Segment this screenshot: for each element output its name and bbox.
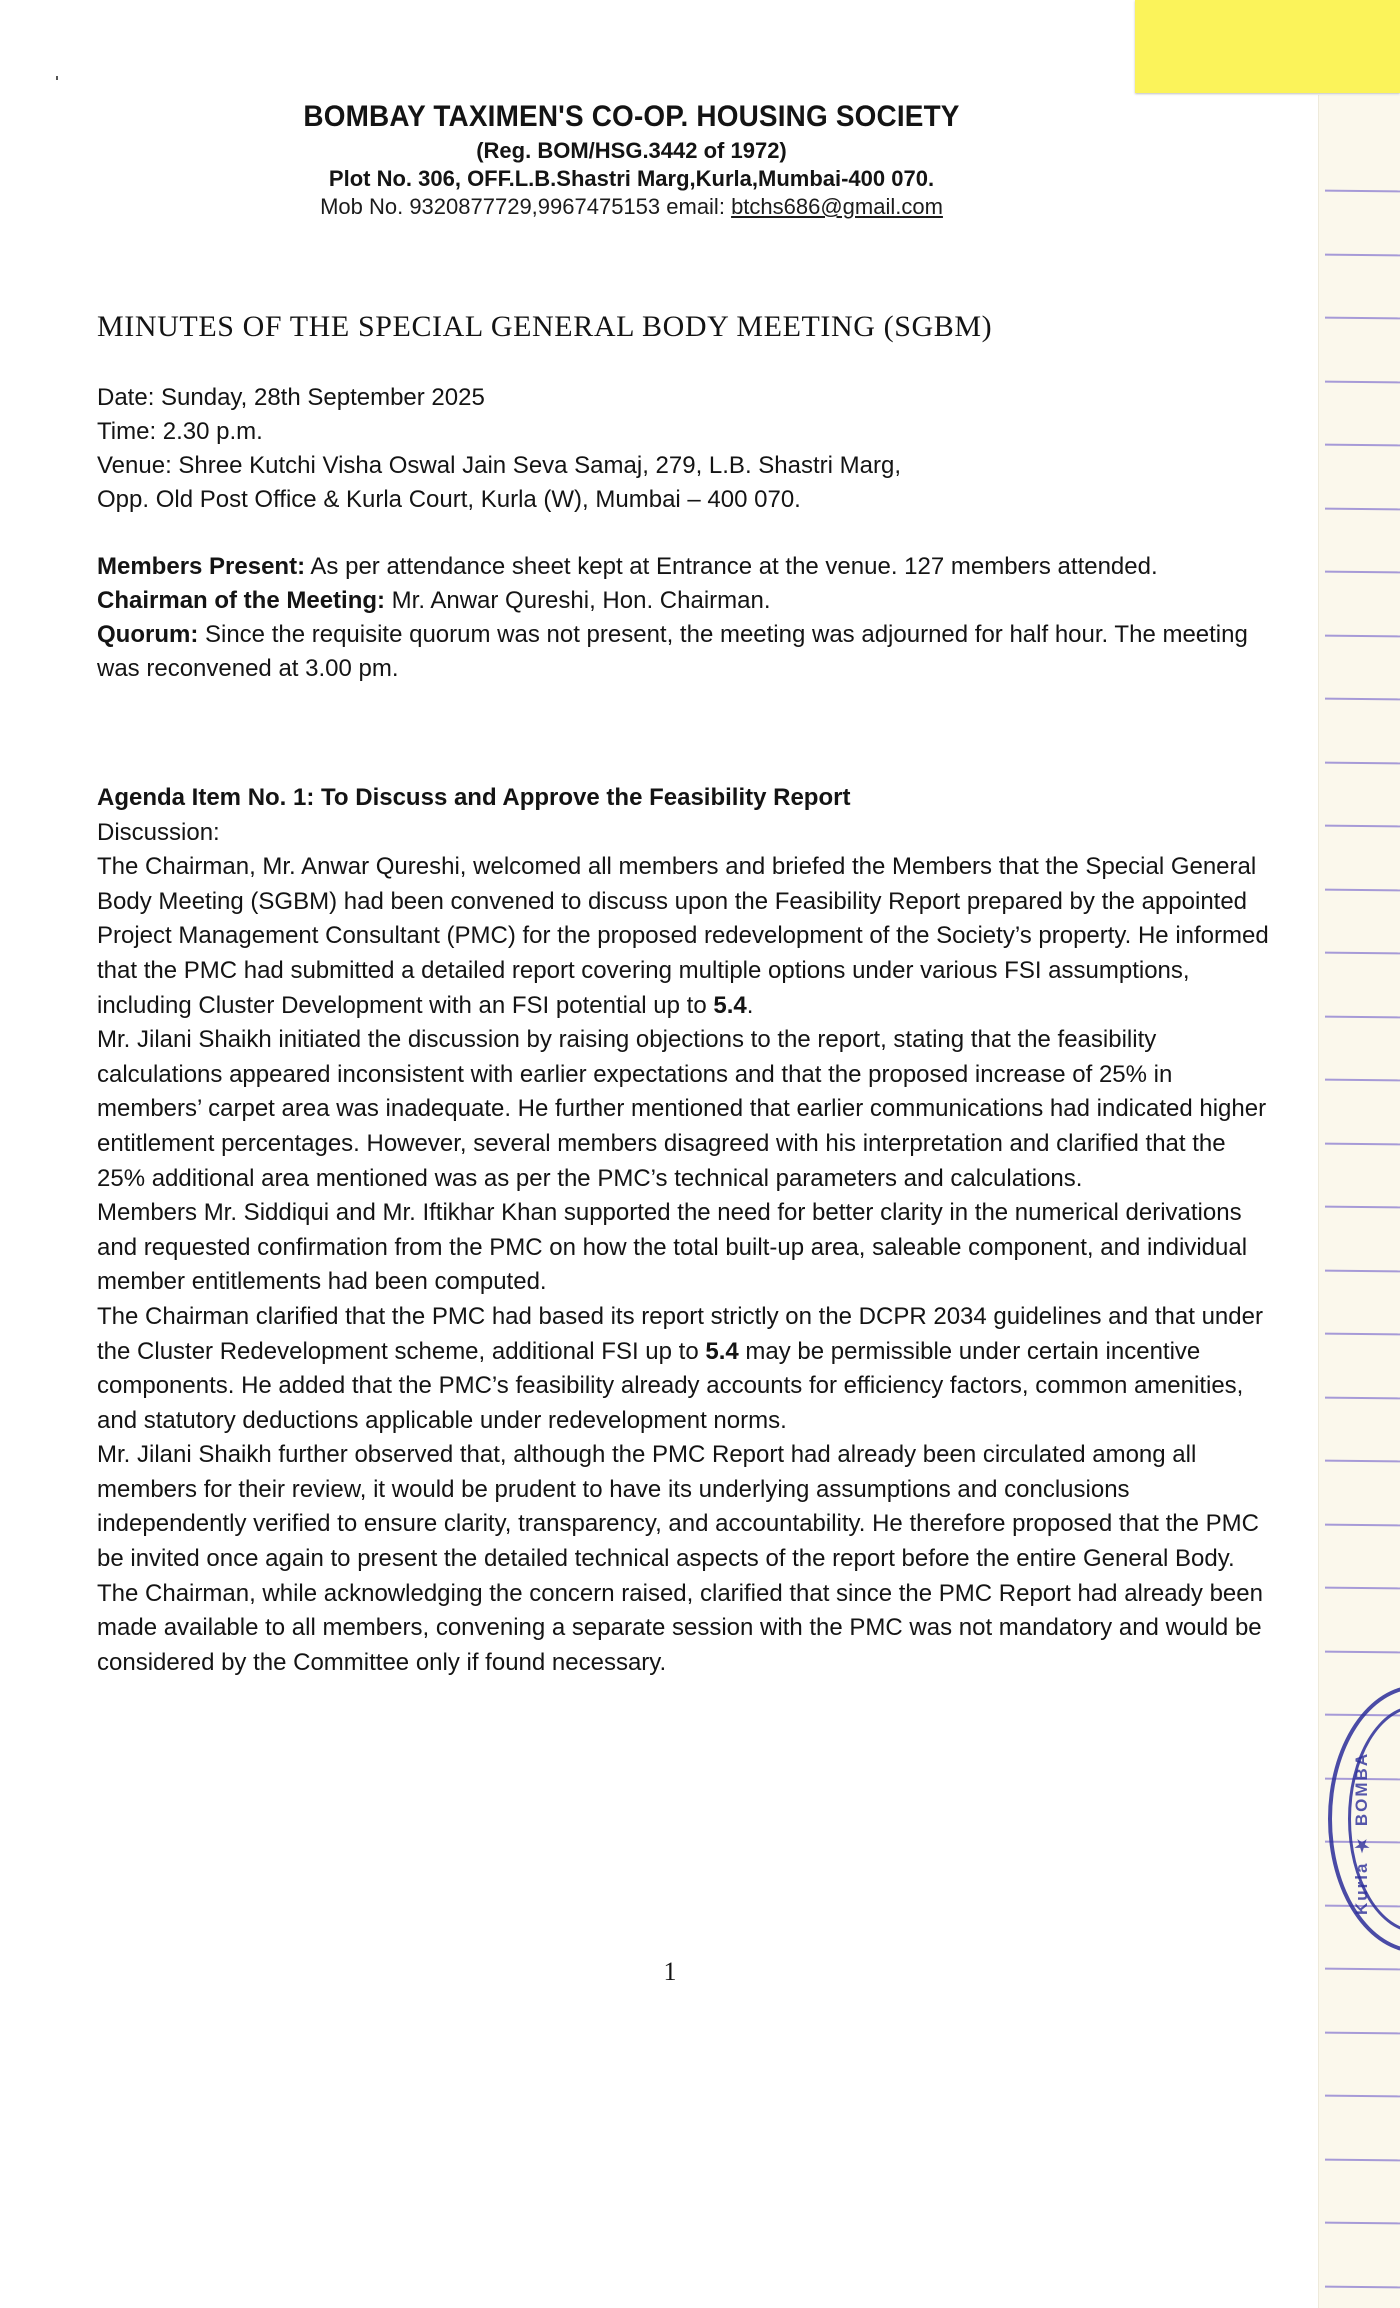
- notebook-ruled-line: [1325, 634, 1400, 637]
- notebook-ruled-line: [1325, 1587, 1400, 1590]
- paragraph-clarity-request: Members Mr. Siddiqui and Mr. Iftikhar Khan supported the need for better clarity in the numerical derivations and requested confirmation from the PMC on how the total built-up area, saleable component, and individual member entitlements had been computed.: [97, 1199, 1248, 1296]
- members-present: [97, 550, 1277, 584]
- notebook-ruled-line: [1325, 1015, 1400, 1018]
- paragraph-objection: Mr. Jilani Shaikh initiated the discussion by raising objections to the report, stating that the feasibility calculations appeared inconsistent with earlier expectations and that the proposed increase of 25% in members’ carpet area was inadequate. He further mentioned that earlier communications had indicated higher entitlement percentages. However, several members disagreed with his interpretation and clarified that the 25% additional area mentioned was as per the PMC’s technical parameters and calculations.: [97, 1026, 1267, 1192]
- quorum-text: Since the requisite quorum was not present, the meeting was adjourned for half hour. The meeting was reconvened at 3.00 pm.: [97, 621, 1248, 682]
- notebook-ruled-line: [1325, 2158, 1400, 2161]
- members-present-text: As per attendance sheet kept at Entrance at the venue. 127 members attended.: [305, 553, 1158, 580]
- notebook-ruled-line: [1325, 952, 1400, 955]
- scan-speck: [56, 76, 58, 80]
- meeting-venue-line2: Opp. Old Post Office & Kurla Court, Kurla (W), Mumbai – 400 070.: [97, 486, 801, 513]
- sticky-note: [1135, 0, 1400, 93]
- paragraph-text: The Chairman clarified that the PMC had based its report strictly on the DCPR 2034 guidelines and that under the Cluster Redevelopment scheme, additional FSI up to: [97, 1302, 1263, 1365]
- paragraph-text: The Chairman, Mr. Anwar Qureshi, welcomed all members and briefed the Members that the Special General Body Meeting (SGBM) had been convened to discuss upon the Feasibility Report prepared by the appointed Project Management Consultant (PMC) for the proposed redevelopment of the Society’s property. He informed that the PMC had submitted a detailed report covering multiple options under various FSI assumptions, including Cluster Development with an FSI potential up to: [97, 853, 1269, 1019]
- meeting-time: Time: 2.30 p.m.: [97, 418, 263, 445]
- notebook-ruled-line: [1325, 1079, 1400, 1082]
- paragraph-verification-proposal: Mr. Jilani Shaikh further observed that, although the PMC Report had already been circulated among all members for their review, it would be prudent to have its underlying assumptions and conclusions independently verified to ensure clarity, transparency, and accountability. He therefore proposed that the PMC be invited once again to present the detailed technical aspects of the report before the entire General Body.: [97, 1441, 1259, 1573]
- notebook-ruled-line: [1325, 380, 1400, 383]
- notebook-ruled-line: [1325, 253, 1400, 256]
- meeting-date: Date: Sunday, 28th September 2025: [97, 384, 485, 411]
- quorum: [97, 618, 1277, 686]
- notebook-ruled-line: [1325, 1396, 1400, 1399]
- agenda-item-1: [97, 781, 1277, 1680]
- fsi-value: 5.4: [713, 991, 747, 1019]
- society-address: Plot No. 306, OFF.L.B.Shastri Marg,Kurla,Mumbai-400 070.: [328, 166, 935, 191]
- society-name: BOMBAY TAXIMEN'S CO-OP. HOUSING SOCIETY: [303, 100, 960, 133]
- letterhead: [0, 100, 1263, 220]
- registration-number: (Reg. BOM/HSG.3442 of 1972): [476, 138, 787, 163]
- notebook-ruled-line: [1325, 2222, 1400, 2225]
- meeting-details: [97, 381, 901, 517]
- document-title: MINUTES OF THE SPECIAL GENERAL BODY MEETING (SGBM): [97, 310, 993, 343]
- page-number: 1: [663, 1957, 677, 1986]
- paragraph-text: may be permissible under certain incentive components. He added that the PMC’s feasibility already accounts for efficiency factors, common amenities, and statutory deductions applicable under redevelopment norms.: [97, 1337, 1244, 1434]
- contact-line: [0, 194, 1263, 220]
- agenda-heading: Agenda Item No. 1: To Discuss and Approve the Feasibility Report: [97, 784, 851, 811]
- notebook-ruled-line: [1325, 1460, 1400, 1463]
- discussion-label: Discussion:: [97, 818, 220, 846]
- fsi-value: 5.4: [705, 1337, 739, 1365]
- notebook-ruled-line: [1325, 190, 1400, 193]
- notebook-ruled-line: [1325, 698, 1400, 701]
- paragraph-chairman-clarification: [97, 1300, 1277, 1438]
- paragraph-chairman-briefing: [97, 850, 1277, 1023]
- notebook-ruled-line: [1325, 1269, 1400, 1272]
- notebook-ruled-line: [1325, 2031, 1400, 2034]
- notebook-ruled-line: [1325, 825, 1400, 828]
- notebook-ruled-line: [1325, 317, 1400, 320]
- quorum-label: Quorum:: [97, 621, 199, 648]
- notebook-ruled-line: [1325, 1333, 1400, 1336]
- stamp-text: Kurla ★ BOMBA: [1352, 1751, 1371, 1915]
- contact-phones: Mob No. 9320877729,9967475153 email:: [320, 194, 732, 219]
- notebook-ruled-line: [1325, 1142, 1400, 1145]
- notebook-ruled-line: [1325, 761, 1400, 764]
- notebook-ruled-line: [1325, 1650, 1400, 1653]
- attendance-section: [97, 550, 1277, 686]
- chairman-of-meeting: [97, 584, 1277, 618]
- notebook-ruled-line: [1325, 444, 1400, 447]
- notebook-ruled-line: [1325, 2285, 1400, 2288]
- email-link[interactable]: btchs686@gmail.com: [731, 194, 943, 219]
- paragraph-text: .: [746, 991, 754, 1019]
- notebook-ruled-line: [1325, 571, 1400, 574]
- chairman-text: Mr. Anwar Qureshi, Hon. Chairman.: [385, 587, 771, 614]
- chairman-label: Chairman of the Meeting:: [97, 587, 386, 614]
- paragraph-chairman-response: The Chairman, while acknowledging the concern raised, clarified that since the PMC Report had already been made available to all members, convening a separate session with the PMC was not mandatory and would be considered by the Committee only if found necessary.: [97, 1579, 1263, 1676]
- notebook-ruled-line: [1325, 2095, 1400, 2098]
- notebook-ruled-line: [1325, 507, 1400, 510]
- members-present-label: Members Present:: [97, 553, 306, 580]
- notebook-ruled-line: [1325, 888, 1400, 891]
- meeting-venue-line1: Venue: Shree Kutchi Visha Oswal Jain Seva Samaj, 279, L.B. Shastri Marg,: [97, 452, 901, 479]
- notebook-ruled-line: [1325, 1523, 1400, 1526]
- notebook-ruled-line: [1325, 1206, 1400, 1209]
